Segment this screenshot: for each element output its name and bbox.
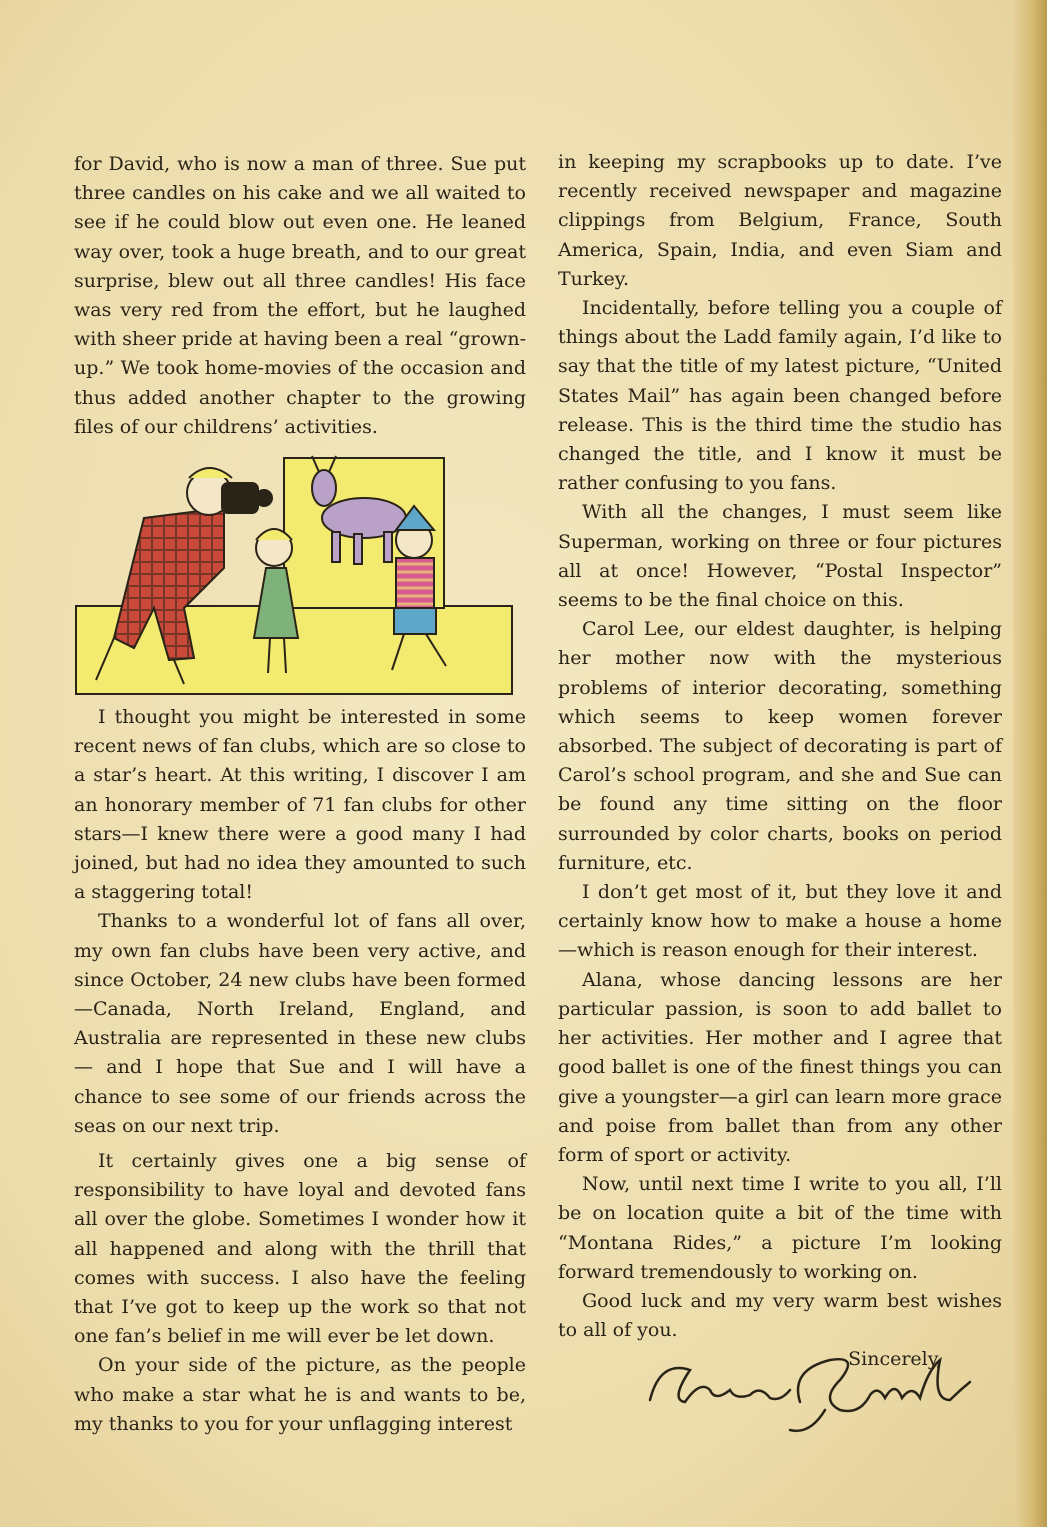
handwritten-signature: [640, 1340, 980, 1440]
paragraph: I thought you might be interested in some recent news of fan clubs, which are so close to a star’s heart. At this writing, I discover I am an honorary member of 71 fan clubs for other stars—I knew there were a good many I had joined, but had no idea they amounted to such a staggering total!: [74, 706, 526, 904]
cartoon-illustration: [74, 448, 514, 696]
closing-salutation: Sincerely,: [848, 1348, 942, 1371]
paragraph: Good luck and my very warm best wishes to all of you.: [558, 1289, 1002, 1342]
paragraph: Now, until next time I write to you all, I’ll be on location quite a bit of the time with “Montana Rides,” a picture I’m looking forward tremendously to working on.: [558, 1173, 1002, 1283]
paragraph: Thanks to a wonderful lot of fans all over, my own fan clubs have been very active, and since October, 24 new clubs have been formed —Canada, North Ireland, England, and Australia are represented in these new clubs— and I hope that Sue and I will have a chance to see some of our friends across the seas on our next trip.: [74, 910, 526, 1137]
paragraph: Carol Lee, our eldest daughter, is helping her mother now with the mysterious problems of interior decorating, something which seems to keep women forever absorbed. The subject of decorating is part of Carol’s school program, and she and Sue can be found any time sitting on the floor surrounded by color charts, books on period furniture, etc.: [558, 618, 1002, 874]
paragraph: Alana, whose dancing lessons are her particular passion, is soon to add ballet to her activities. Her mother and I agree that good ballet is one of the finest things you can give a youngster—a girl can learn more grace and poise from ballet than from any other form of sport or activity.: [558, 968, 1002, 1166]
paragraph: Incidentally, before telling you a couple of things about the Ladd family again, I’d like to say that the title of my latest picture, “United States Mail” has again been changed before release. This is the third time the studio has changed the title, and I know it must be rather confusing to you fans.: [558, 297, 1002, 495]
paragraph: With all the changes, I must seem like Superman, working on three or four pictures all at once! However, “Postal Inspector” seems to be the final choice on this.: [558, 501, 1002, 612]
paragraph: On your side of the picture, as the people who make a star what he is and wants to be, my thanks to you for your unflagging interest: [74, 1354, 526, 1435]
left-column-bottom: [74, 703, 526, 1439]
paragraph: It certainly gives one a big sense of responsibility to have loyal and devoted fans all over the globe. Sometimes I wonder how it all happened and along with the thrill that comes with success. I also have the feeling that I’ve got to keep up the work so that not one fan’s belief in me will ever be let down.: [74, 1150, 526, 1348]
left-column-top: [74, 150, 526, 442]
paragraph: I don’t get most of it, but they love it and certainly know how to make a house a home —which is reason enough for their interest.: [558, 881, 1002, 962]
right-column: [558, 148, 1002, 1375]
page-edge: [1013, 0, 1047, 1527]
paragraph: in keeping my scrapbooks up to date. I’ve recently received newspaper and magazine clippings from Belgium, France, South America, Spain, India, and even Siam and Turkey.: [558, 151, 1002, 290]
paragraph: for David, who is now a man of three. Sue put three candles on his cake and we all waited to see if he could blow out even one. He leaned way over, took a huge breath, and to our great surprise, blew out all three candles! His face was very red from the effort, but he laughed with sheer pride at having been a real “grown-up.” We took home-movies of the occasion and thus added another chapter to the growing files of our childrens’ activities.: [74, 153, 526, 438]
